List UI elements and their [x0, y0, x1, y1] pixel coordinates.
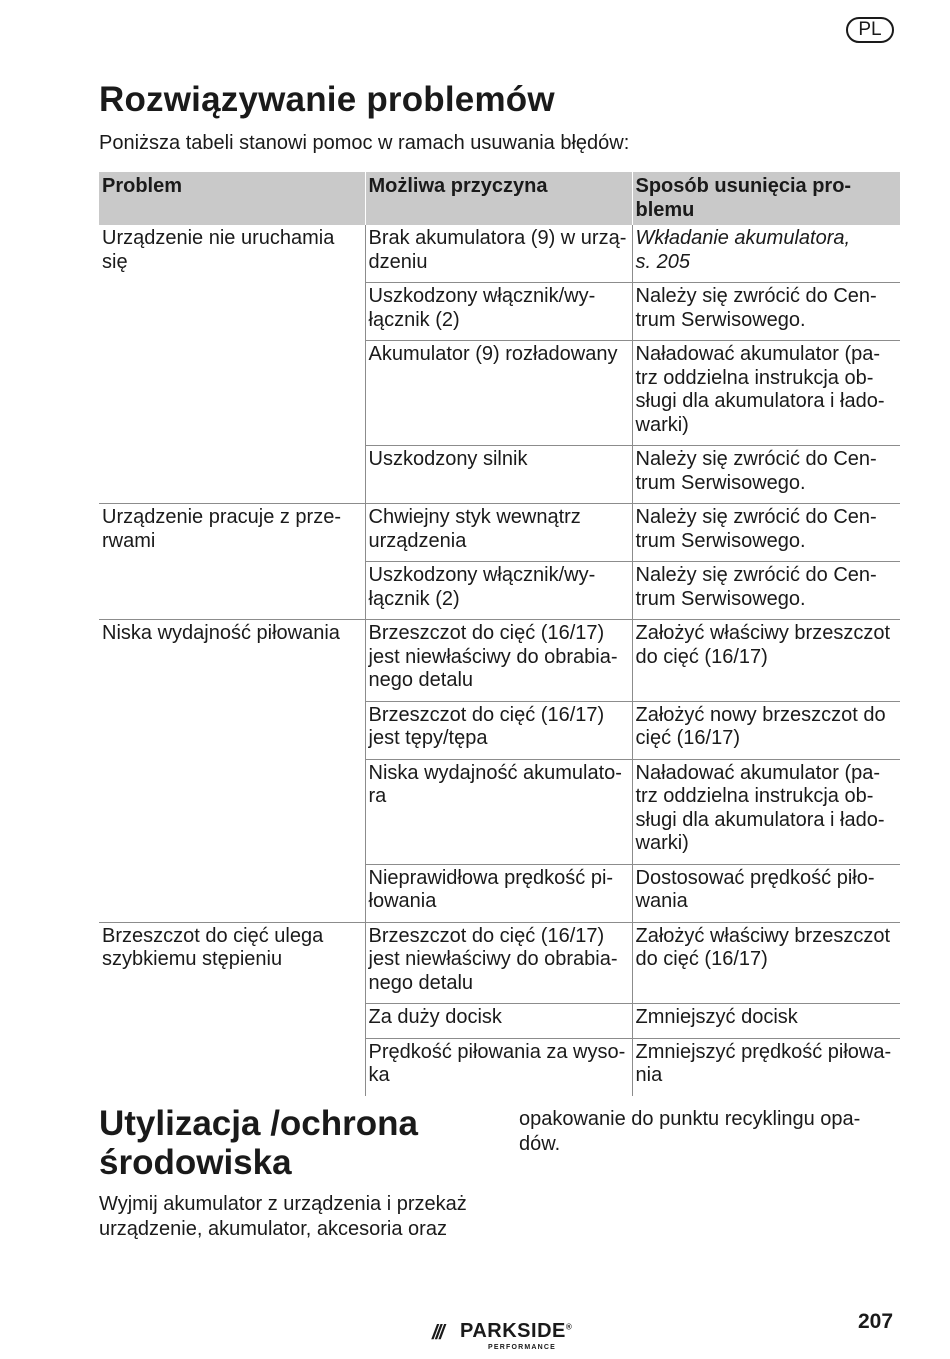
fix-cell: Założyć nowy brzeszczot do cięć (16/17) — [632, 701, 900, 759]
table-row — [99, 504, 900, 562]
logo-stripes: /// — [432, 1322, 443, 1344]
fix-cell: Zmniejszyć docisk — [632, 1004, 900, 1039]
fix-cell: Należy się zwrócić do Cen- trum Serwisowego. — [632, 562, 900, 620]
cause-cell: Brzeszczot do cięć (16/17) jest tępy/tępa — [365, 701, 632, 759]
cause-cell: Prędkość piłowania za wyso- ka — [365, 1038, 632, 1096]
disposal-text-right: opakowanie do punktu recyklingu opa- dów. — [519, 1108, 861, 1155]
fix-cell: Należy się zwrócić do Cen- trum Serwisowego. — [632, 283, 900, 341]
fix-cell: Należy się zwrócić do Cen- trum Serwisowego. — [632, 446, 900, 504]
cause-cell: Niska wydajność akumulato- ra — [365, 759, 632, 864]
page-title: Rozwiązywanie problemów — [99, 80, 555, 119]
cause-cell: Brzeszczot do cięć (16/17) jest niewłaściwy do obrabia- nego detalu — [365, 922, 632, 1004]
logo-brand: PARKSIDE® — [460, 1320, 573, 1342]
fix-cell: Należy się zwrócić do Cen- trum Serwisowego. — [632, 504, 900, 562]
fix-cell: Założyć właściwy brzeszczot do cięć (16/17) — [632, 922, 900, 1004]
problem-cell: Brzeszczot do cięć ulega szybkiemu stępieniu — [102, 924, 324, 970]
problem-cell: Niska wydajność piłowania — [99, 620, 365, 923]
troubleshooting-table — [99, 172, 900, 1096]
cause-cell: Akumulator (9) rozładowany — [365, 341, 632, 446]
header-cause: Możliwa przyczyna — [365, 172, 632, 225]
page-number: 207 — [858, 1310, 894, 1333]
cause-cell: Chwiejny styk wewnątrz urządzenia — [365, 504, 632, 562]
header-fix: Sposób usunięcia pro- blemu — [632, 172, 900, 225]
fix-cell: Naładować akumulator (pa- trz oddzielna instrukcja ob- sługi dla akumulatora i łado- warki) — [632, 759, 900, 864]
cause-cell: Brak akumulatora (9) w urzą- dzeniu — [365, 225, 632, 283]
logo-subtitle: PERFORMANCE — [488, 1344, 557, 1351]
problem-cell: Urządzenie pracuje z prze- rwami — [99, 504, 365, 620]
cause-cell: Uszkodzony włącznik/wy- łącznik (2) — [365, 283, 632, 341]
disposal-text-left: Wyjmij akumulator z urządzenia i przekaż urządzenie, akumulator, akcesoria oraz — [99, 1193, 467, 1240]
fix-cell: Wkładanie akumulatora, s. 205 — [632, 225, 900, 283]
cause-cell: Uszkodzony silnik — [365, 446, 632, 504]
problem-cell: Urządzenie nie uruchamia się — [99, 225, 365, 504]
cause-cell: Za duży docisk — [365, 1004, 632, 1039]
table-row — [99, 225, 900, 283]
table-row — [99, 922, 900, 1004]
table-row — [99, 620, 900, 702]
table-header-row — [99, 172, 900, 225]
intro-text: Poniższa tabeli stanowi pomoc w ramach usuwania błędów: — [99, 132, 630, 154]
cause-cell: Uszkodzony włącznik/wy- łącznik (2) — [365, 562, 632, 620]
section-title: Utylizacja /ochrona środowiska — [99, 1104, 418, 1182]
cause-cell: Nieprawidłowa prędkość pi- łowania — [365, 864, 632, 922]
language-badge: PL — [846, 17, 894, 43]
cause-cell: Brzeszczot do cięć (16/17) jest niewłaściwy do obrabia- nego detalu — [365, 620, 632, 702]
fix-cell: Założyć właściwy brzeszczot do cięć (16/17) — [632, 620, 900, 702]
fix-cell: Dostosować prędkość piło- wania — [632, 864, 900, 922]
fix-cell: Zmniejszyć prędkość piłowa- nia — [632, 1038, 900, 1096]
parkside-logo — [432, 1319, 582, 1353]
header-problem: Problem — [99, 172, 365, 225]
fix-cell: Naładować akumulator (pa- trz oddzielna instrukcja ob- sługi dla akumulatora i łado- warki) — [632, 341, 900, 446]
